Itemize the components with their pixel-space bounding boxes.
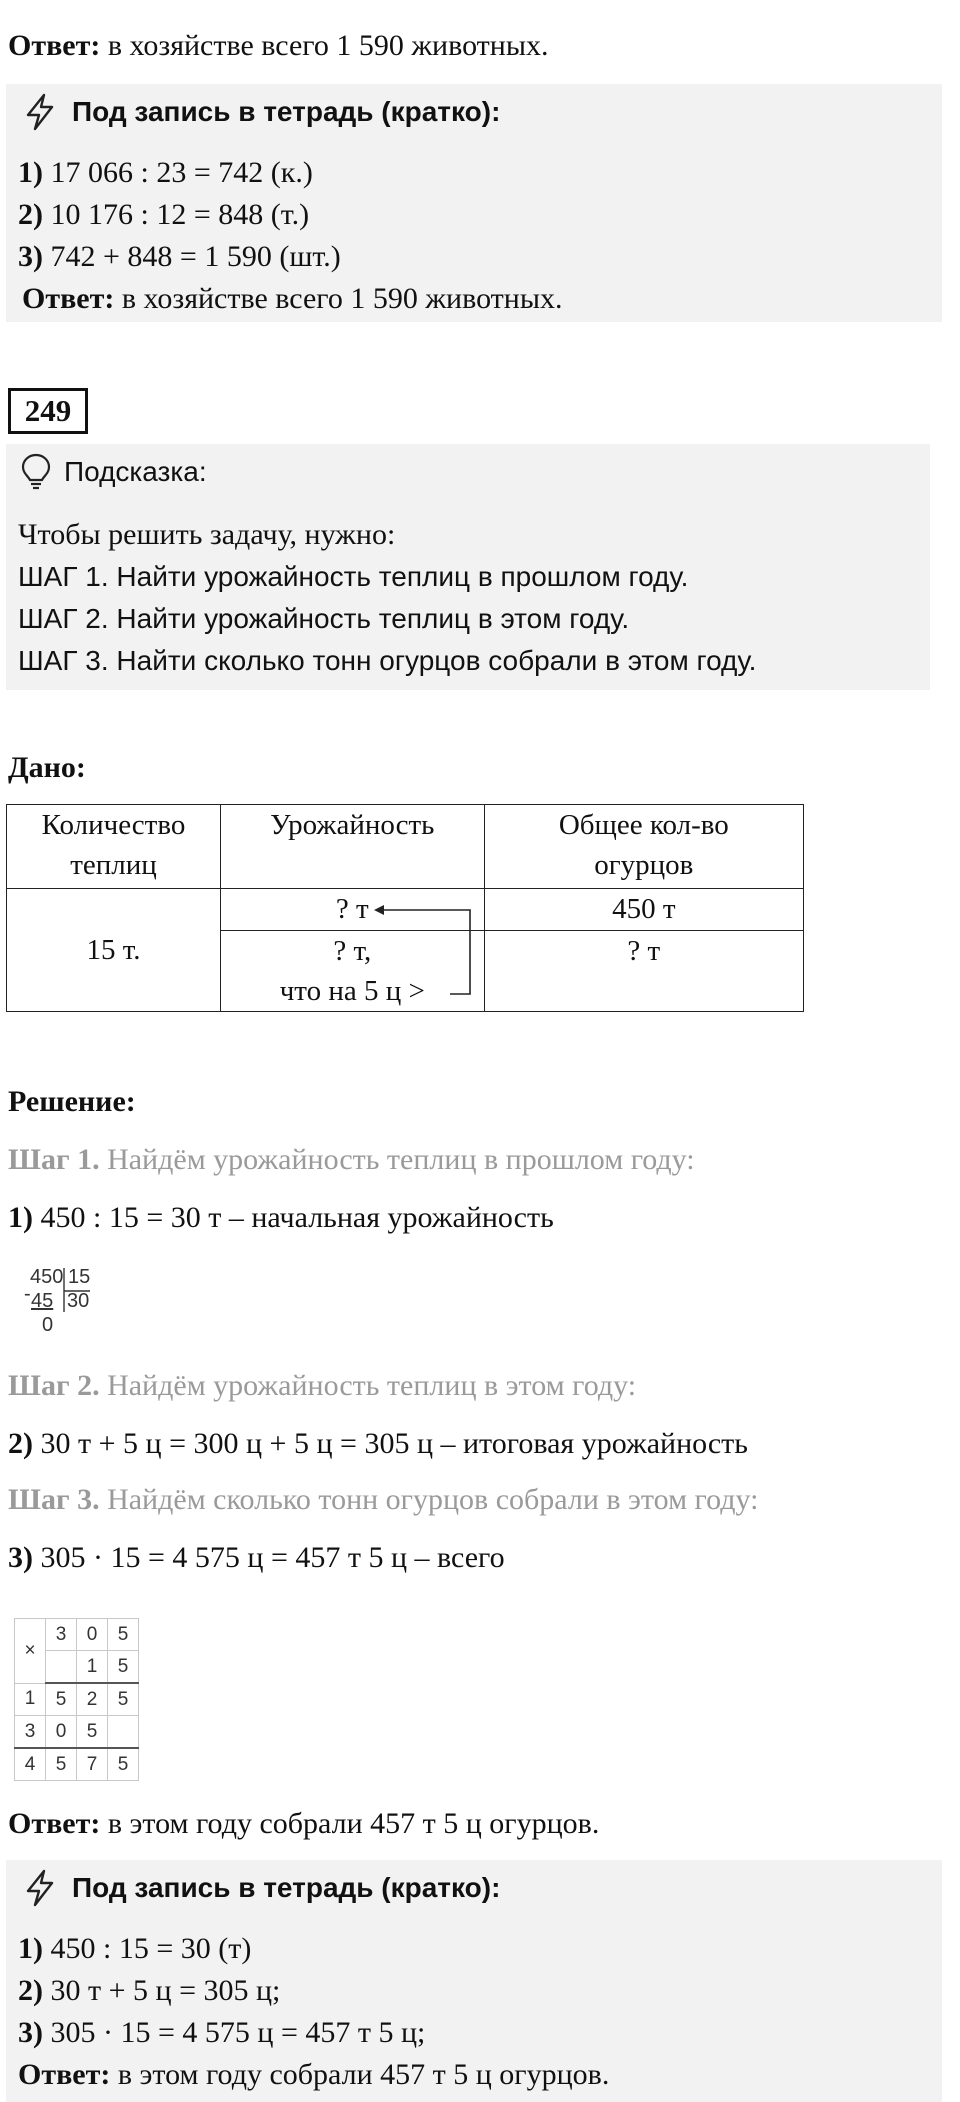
task-number: 249 (8, 388, 88, 434)
step3-heading: Шаг 3. Найдём сколько тонн огурцов собрали в этом году: (8, 1483, 759, 1516)
notebook-line: 2) 10 176 : 12 = 848 (т.) (18, 198, 310, 231)
total-row2: ? т (484, 931, 803, 1012)
step1-heading: Шаг 1. Найдём урожайность теплиц в прошлом году: (8, 1143, 695, 1176)
header-count: Количество теплиц (7, 805, 221, 889)
multiplication-grid: × 3 0 5 1 5 1 5 2 5 3 0 5 4 5 7 5 (14, 1618, 139, 1781)
solution-line-2: 2) 30 т + 5 ц = 300 ц + 5 ц = 305 ц – итоговая урожайность (8, 1427, 748, 1460)
total-row1: 450 т (484, 889, 803, 931)
hint-box (6, 444, 930, 690)
answer: Ответ: в этом году собрали 457 т 5 ц огурцов. (8, 1807, 600, 1840)
count-cell: 15 т. (7, 889, 221, 1012)
notebook-lines (18, 1928, 609, 2096)
yield-row1: ? т (220, 889, 484, 931)
notebook-answer: Ответ: в хозяйстве всего 1 590 животных. (22, 282, 563, 315)
comparison-arrow (360, 900, 480, 1010)
header-yield: Урожайность (220, 805, 484, 889)
notebook-box-2 (6, 1860, 942, 2102)
notebook-answer: Ответ: в этом году собрали 457 т 5 ц огурцов. (18, 2058, 610, 2091)
notebook-line: 1) 17 066 : 23 = 742 (к.) (18, 156, 313, 189)
solution-line-3: 3) 305 · 15 = 4 575 ц = 457 т 5 ц – всего (8, 1541, 505, 1574)
box-title: Под запись в тетрадь (кратко): (72, 96, 501, 127)
yield-row2: ? т, что на 5 ц > (220, 931, 484, 1012)
box-title: Под запись в тетрадь (кратко): (72, 1872, 501, 1903)
hint-step: ШАГ 2. Найти урожайность теплиц в этом году. (18, 603, 630, 634)
hint-steps (18, 556, 756, 682)
step2-heading: Шаг 2. Найдём урожайность теплиц в этом году: (8, 1369, 637, 1402)
notebook-lines (18, 152, 563, 320)
notebook-line: 2) 30 т + 5 ц = 305 ц; (18, 1974, 281, 2007)
notebook-line: 3) 742 + 848 = 1 590 (шт.) (18, 240, 341, 273)
lightbulb-icon (20, 452, 52, 492)
hint-intro: Чтобы решить задачу, нужно: (18, 518, 396, 551)
header-total: Общее кол-во огурцов (484, 805, 803, 889)
hint-step: ШАГ 1. Найти урожайность теплиц в прошлом году. (18, 561, 689, 592)
top-answer: Ответ: в хозяйстве всего 1 590 животных. (8, 29, 549, 62)
hint-step: ШАГ 3. Найти сколько тонн огурцов собрали в этом году. (18, 645, 757, 676)
hint-title: Подсказка: (64, 456, 207, 487)
solution-line-1: 1) 450 : 15 = 30 т – начальная урожайность (8, 1201, 554, 1234)
notebook-line: 1) 450 : 15 = 30 (т) (18, 1932, 252, 1965)
solution-label: Решение: (8, 1085, 136, 1118)
lightning-icon (20, 1868, 60, 1908)
notebook-box (6, 84, 942, 322)
lightning-icon (20, 92, 60, 132)
given-label: Дано: (8, 751, 86, 784)
notebook-line: 3) 305 · 15 = 4 575 ц = 457 т 5 ц; (18, 2016, 426, 2049)
